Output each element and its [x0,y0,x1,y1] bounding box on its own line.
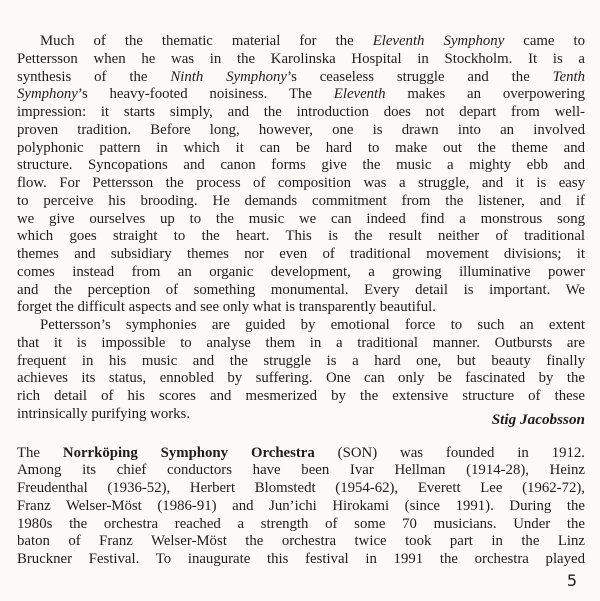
text-line [17,405,585,428]
text-segment: (SON) was founded in 1912. [314,444,585,461]
para-petterssons-symphonies [17,317,585,428]
text-line [17,516,585,534]
text-segment: which goes straight to the heart. This is the result neither of traditional [17,228,585,245]
text-segment: and the perception of something monumental. Every detail is important. We [17,281,585,298]
text-line [17,498,585,516]
text-segment: Tenth [552,68,585,85]
text-line [17,33,585,51]
text-line [17,462,585,480]
text-line [17,282,585,300]
text-segment: Freudenthal (1936-52), Herbert Blomstedt (1954-62), Everett Lee (1962-72), [17,480,585,496]
text-segment: polyphonic pattern in which it can be hard to make out the theme and [17,139,585,156]
text-line [17,353,585,371]
text-line [17,299,585,317]
text-segment: structure. Syncopations and canon forms give the music a mighty ebb and [17,157,585,174]
text-line [17,370,585,388]
text-segment: forget the difficult aspects and see only what is transparently beautiful. [17,299,436,316]
text-line [17,317,585,335]
text-line [17,228,585,246]
text-line [17,533,585,551]
text-segment: ’s heavy-footed noisiness. The [77,86,334,103]
text-segment: Symphony [17,86,78,103]
text-segment: Much of the thematic material for the [40,33,373,49]
text-segment: baton of Franz Welser-Möst the orchestra twice took part in the Linz [17,533,585,550]
text-segment: Pettersson when he was in the Karolinska Hospital in Stockholm. It is a [17,50,585,67]
text-line [17,480,585,498]
text-segment: Franz Welser-Möst (1986-91) and Jun’ichi Hirokami (since 1991). During the [17,497,585,514]
text-segment: Bruckner Festival. To inaugurate this festival in 1991 the orchestra played [17,551,585,567]
text-segment: flow. For Pettersson the process of composition was a struggle, and it is easy [17,175,585,191]
author-signature: Stig Jacobsson [491,410,585,428]
text-line [17,122,585,140]
text-line [17,175,585,193]
text-segment: proven tradition. Before long, however, one is drawn into an involved [17,121,585,138]
text-segment: intrinsically purifying works. [17,405,191,422]
text-segment: impression: it starts simply, and the introduction does not depart from well- [17,104,585,120]
text-segment: The [17,444,63,461]
text-segment: Ninth Symphony [170,68,287,85]
para-norrkoping-orchestra [17,445,585,569]
text-line [17,551,585,569]
text-line [17,264,585,282]
text-line [17,157,585,175]
text-line [17,211,585,229]
text-segment: Eleventh Symphony [372,33,505,49]
text-segment: Norrköping Symphony Orchestra [62,444,315,461]
paragraph-end-text [17,406,190,424]
text-segment: synthesis of the [17,68,171,85]
text-line [17,69,585,87]
text-line [17,193,585,211]
page-number: 5 [566,571,577,590]
booklet-text [17,33,585,569]
text-segment: themes and subsidiary themes nor even of traditional movement divisions; it [17,246,585,262]
text-segment: rich detail of his scores and mesmerized by the extensive structure of these [17,388,585,404]
text-line [17,445,585,463]
text-segment: achieves its status, ennobled by suffering. One can only be fascinated by the [17,370,585,387]
text-line [17,388,585,406]
text-segment: came to [504,33,585,49]
text-segment: that it is impossible to analyse them in a traditional manner. Outbursts are [17,334,585,351]
text-segment: ’s ceaseless struggle and the [286,68,553,85]
text-line [17,335,585,353]
text-segment: frequent in his music and the struggle is a hard one, but beauty finally [17,352,585,369]
para-eleventh-symphony [17,33,585,317]
text-segment: Among its chief conductors have been Ivar Hellman (1914-28), Heinz [17,462,585,479]
text-line [17,86,585,104]
text-segment: we give ourselves up to the music we can indeed find a monstrous song [17,210,585,227]
text-segment: 1980s the orchestra reached a strength of some 70 musicians. Under the [17,515,585,532]
text-segment: Pettersson’s symphonies are guided by emotional force to such an extent [40,317,585,333]
text-line [17,140,585,158]
text-segment: Eleventh [333,86,386,103]
text-segment: comes instead from an organic development, a growing illuminative power [17,263,585,280]
text-line [17,51,585,69]
text-line [17,246,585,264]
text-segment: makes an overpowering [385,86,585,103]
text-segment: to perceive his brooding. He demands commitment from the listener, and if [17,192,585,209]
text-line [17,104,585,122]
